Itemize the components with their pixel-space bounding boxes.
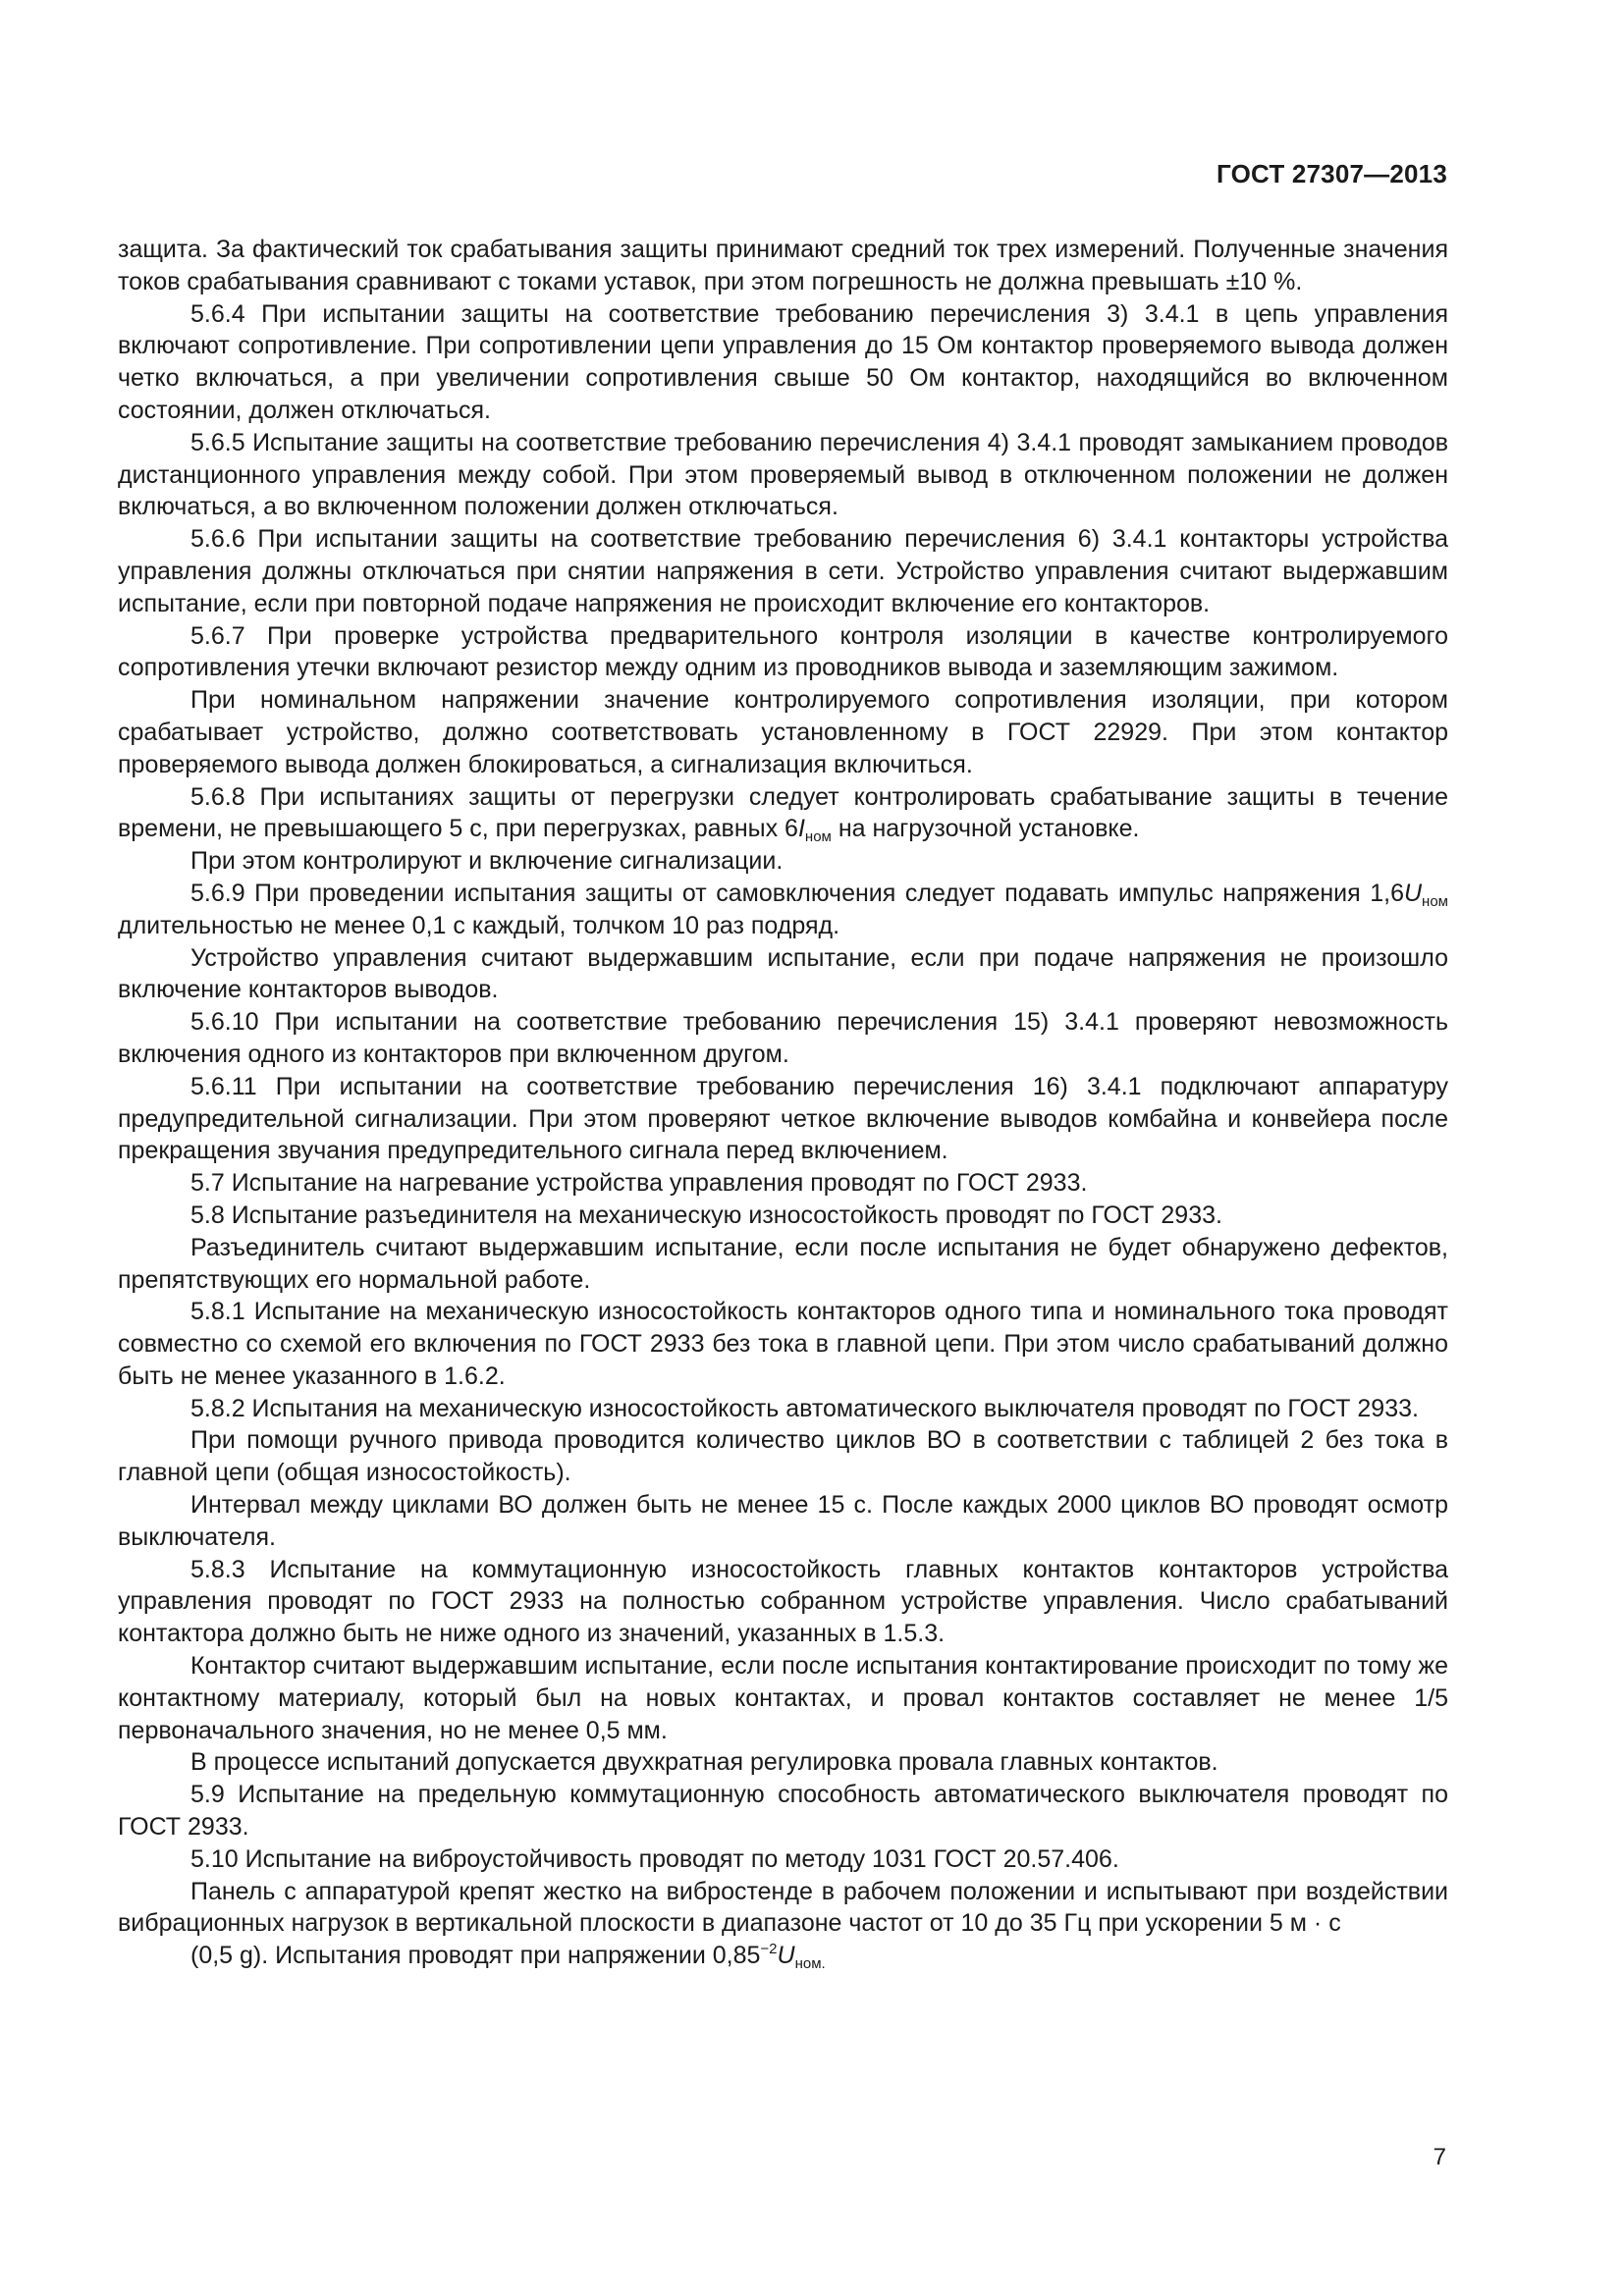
text-run: 5.6.8 При испытаниях защиты от перегрузки следует контролировать срабатывание защиты в течение времени, не превышающего 5 с, при перегрузках, равных 6 [118,782,1448,843]
paragraph: 5.6.11 При испытании на соответствие требованию перечисления 16) 3.4.1 подключают аппаратуру предупредительной сигнализации. При этом проверяют четкое включение выводов комбайна и конвейера после прекращения звучания предупредительного сигнала перед включением. [118,1072,1448,1165]
paragraph: 5.8.2 Испытания на механическую износостойкость автоматического выключателя проводят по ГОСТ 2933. [190,1394,1419,1422]
superscript-minus-two: −2 [760,1941,778,1958]
paragraph: 5.8.3 Испытание на коммутационную износостойкость главных контактов контакторов устройства управления проводят по ГОСТ 2933 на полностью собранном устройстве управления. Число срабатываний контактора должно быть не ниже одного из значений, указанных в 1.5.3. [118,1555,1448,1648]
text-run: (0,5 g). Испытания проводят при напряжении 0,85 [190,1942,761,1970]
document-body [118,234,1448,1972]
text-run: длительностью не менее 0,1 с каждый, толчком 10 раз подряд. [118,911,840,939]
paragraph: При помощи ручного привода проводится количество циклов ВО в соответствии с таблицей 2 без тока в главной цепи (общая износостойкость). [118,1426,1448,1487]
paragraph: При этом контролируют и включение сигнализации. [190,847,784,876]
paragraph: 5.9 Испытание на предельную коммутационную способность автоматического выключателя проводят по ГОСТ 2933. [118,1781,1448,1842]
paragraph: 5.6.6 При испытании защиты на соответствие требованию перечисления 6) 3.4.1 контакторы устройства управления должны отключаться при снятии напряжения в сети. Устройство управления считают выдержавшим испытание, если при повторной подаче напряжения не происходит включение его контакторов. [118,525,1448,617]
paragraph: При номинальном напряжении значение контролируемого сопротивления изоляции, при котором срабатывает устройство, должно соответствовать установленному в ГОСТ 22929. При этом контактор проверяемого вывода должен блокироваться, а сигнализация включиться. [118,686,1448,778]
document-header: ГОСТ 27307—2013 [1217,159,1447,188]
paragraph: Панель с аппаратурой крепят жестко на вибростенде в рабочем положении и испытывают при воздействии вибрационных нагрузок в вертикальной плоскости в диапазоне частот от 10 до 35 Гц при ускорении 5 м · с [118,1877,1448,1938]
paragraph: 5.10 Испытание на виброустойчивость проводят по методу 1031 ГОСТ 20.57.406. [190,1844,1119,1873]
paragraph: 5.7 Испытание на нагревание устройства управления проводят по ГОСТ 2933. [190,1169,1088,1198]
paragraph: 5.6.10 При испытании на соответствие требованию перечисления 15) 3.4.1 проверяют невозможность включения одного из контакторов при включенном другом. [118,1008,1448,1068]
paragraph: 5.6.5 Испытание защиты на соответствие требованию перечисления 4) 3.4.1 проводят замыканием проводов дистанционного управления между собой. При этом проверяемый вывод в отключенном положении не должен включаться, а во включенном положении должен отключаться. [118,428,1448,521]
text-run: 5.6.9 При проведении испытания защиты от самовключения следует подавать импульс напряжения 1,6 [190,879,1404,907]
paragraph: 5.6.7 При проверке устройства предварительного контроля изоляции в качестве контролируемого сопротивления утечки включают резистор между одним из проводников вывода и заземляющим зажимом. [118,621,1448,682]
paragraph: 5.8 Испытание разъединителя на механическую износостойкость проводят по ГОСТ 2933. [190,1201,1222,1229]
paragraph: Разъединитель считают выдержавшим испытание, если после испытания не будет обнаружено дефектов, препятствующих его нормальной работе. [118,1233,1448,1294]
paragraph: 5.6.4 При испытании защиты на соответствие требованию перечисления 3) 3.4.1 в цепь управления включают сопротивление. При сопротивлении цепи управления до 15 Ом контактор проверяемого вывода должен четко включаться, а при увеличении сопротивления свыше 50 Ом контактор, находящийся во включенном состоянии, должен отключаться. [118,299,1448,424]
paragraph: Устройство управления считают выдержавшим испытание, если при подаче напряжения не произошло включение контакторов выводов. [118,943,1448,1004]
symbol-voltage: U [1403,879,1423,907]
paragraph [118,781,1448,846]
subscript-nom: ном [804,828,832,846]
paragraph: В процессе испытаний допускается двухкратная регулировка провала главных контактов. [190,1748,1218,1777]
text-run: на нагрузочной установке. [831,815,1140,843]
paragraph: Контактор считают выдержавшим испытание, если после испытания контактирование происходит по тому же контактному материалу, который был на новых контактах, и провал контактов составляет не менее 1/5 первоначального значения, но не менее 0,5 мм. [118,1652,1448,1744]
paragraph: защита. За фактический ток срабатывания защиты принимают средний ток трех измерений. Полученные значения токов срабатывания сравнивают с токами уставок, при этом погрешность не должна превышать ±10 %. [118,236,1448,295]
paragraph: Интервал между циклами ВО должен быть не менее 15 с. После каждых 2000 циклов ВО проводят осмотр выключателя. [118,1491,1448,1551]
paragraph [118,878,1448,942]
paragraph: 5.8.1 Испытание на механическую износостойкость контакторов одного типа и номинального тока проводят совместно со схемой его включения по ГОСТ 2933 без тока в главной цепи. При этом число срабатываний должно быть не менее указанного в 1.6.2. [118,1298,1448,1390]
symbol-current: I [797,815,805,843]
symbol-voltage: U [777,1942,795,1970]
page-number: 7 [1433,2144,1446,2170]
subscript-nom: ном. [794,1955,826,1973]
paragraph [118,1940,1448,1972]
subscript-nom: ном [1422,892,1448,910]
